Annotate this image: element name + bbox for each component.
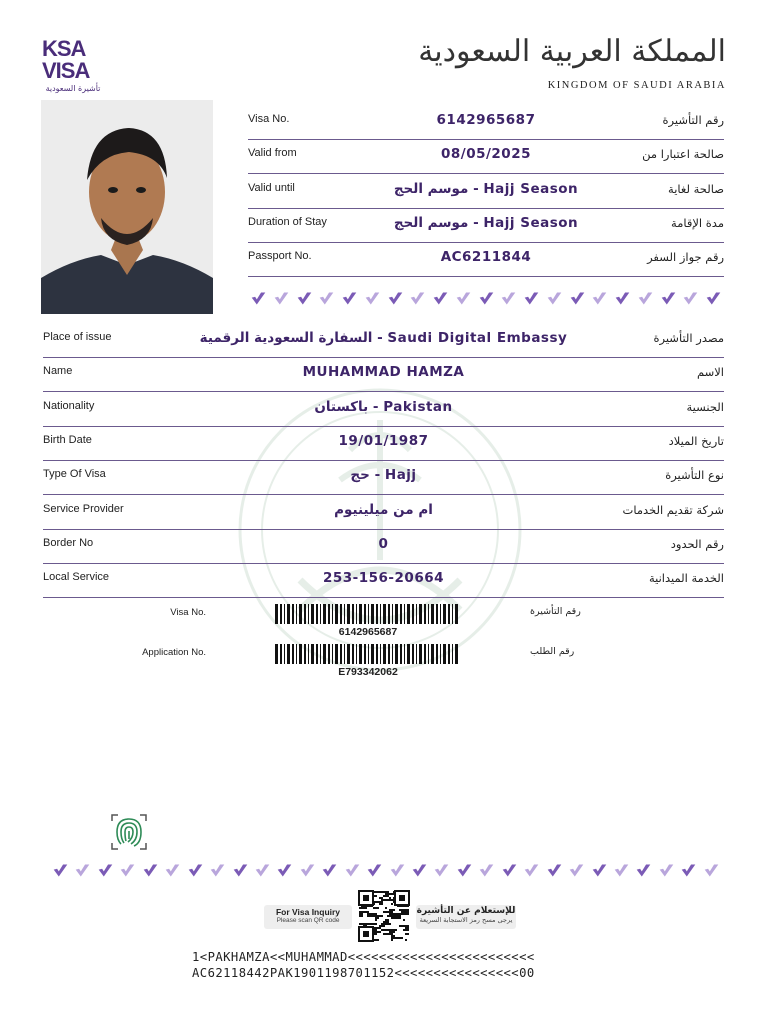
check-mark-icon xyxy=(680,862,697,879)
check-mark-icon xyxy=(569,290,586,307)
logo-text-ksa: KSA xyxy=(42,36,86,61)
field-row xyxy=(43,563,724,598)
field-row xyxy=(43,495,724,530)
check-mark-icon xyxy=(409,290,426,307)
field-value: 19/01/1987 xyxy=(338,432,429,449)
check-mark-icon xyxy=(478,862,495,879)
field-row xyxy=(248,242,724,277)
check-mark-icon xyxy=(232,862,249,879)
field-label-en: Name xyxy=(43,365,73,378)
field-label-ar: صالحة اعتبارا من xyxy=(642,147,724,162)
mrz-line-2: AC62118442PAK1901198701152<<<<<<<<<<<<<<<<00 xyxy=(192,966,535,980)
field-label-en: Valid from xyxy=(248,147,297,160)
check-mark-icon xyxy=(142,862,159,879)
field-value: باكستان - Pakistan xyxy=(314,398,453,415)
security-ticks-band xyxy=(250,290,722,307)
field-label-ar: نوع التأشيرة xyxy=(665,468,724,483)
check-mark-icon xyxy=(321,862,338,879)
barcode-application-number: E793342062 xyxy=(338,666,398,678)
field-row xyxy=(248,139,724,174)
check-mark-icon xyxy=(97,862,114,879)
field-label-ar: صالحة لغاية xyxy=(668,181,724,196)
field-row xyxy=(43,460,724,495)
check-mark-icon xyxy=(614,290,631,307)
check-mark-icon xyxy=(344,862,361,879)
barcode-visa-label-ar: رقم التأشيرة xyxy=(530,606,581,617)
check-mark-icon xyxy=(119,862,136,879)
check-mark-icon xyxy=(637,290,654,307)
check-mark-icon xyxy=(74,862,91,879)
field-label-ar: رقم التأشيرة xyxy=(662,113,724,127)
check-mark-icon xyxy=(250,290,267,307)
check-mark-icon xyxy=(432,290,449,307)
check-mark-icon xyxy=(254,862,271,879)
mrz-line-1: 1<PAKHAMZA<<MUHAMMAD<<<<<<<<<<<<<<<<<<<<<<<< xyxy=(192,950,535,964)
field-label-en: Valid until xyxy=(248,181,295,194)
logo-arabic-text: تأشيرة السعودية xyxy=(45,84,101,93)
field-label-en: Passport No. xyxy=(248,250,312,263)
check-mark-icon xyxy=(546,290,563,307)
barcode-visa-number: 6142965687 xyxy=(338,626,398,638)
check-mark-icon xyxy=(703,862,720,879)
check-mark-icon xyxy=(389,862,406,879)
inquiry-ar-subtitle: يرجى مسح رمز الاستجابة السريعة xyxy=(419,916,513,924)
check-mark-icon xyxy=(523,290,540,307)
check-mark-icon xyxy=(635,862,652,879)
field-row xyxy=(43,323,724,358)
visa-inquiry-ar xyxy=(416,905,516,929)
field-value: ام من ميلينيوم xyxy=(334,501,433,518)
check-mark-icon xyxy=(501,862,518,879)
check-mark-icon xyxy=(568,862,585,879)
check-mark-icon xyxy=(387,290,404,307)
field-row xyxy=(43,426,724,461)
field-row xyxy=(43,392,724,427)
barcode-visa-label-en: Visa No. xyxy=(170,607,206,618)
field-label-ar: رقم جواز السفر xyxy=(647,250,724,265)
check-mark-icon xyxy=(478,290,495,307)
check-mark-icon xyxy=(364,290,381,307)
field-row xyxy=(43,529,724,564)
check-mark-icon xyxy=(299,862,316,879)
field-row xyxy=(248,105,724,140)
check-mark-icon xyxy=(411,862,428,879)
field-value: حج - Hajj xyxy=(350,467,417,484)
field-value: MUHAMMAD HAMZA xyxy=(302,364,465,381)
field-label-ar: مدة الإقامة xyxy=(671,215,724,230)
field-label-en: Duration of Stay xyxy=(248,215,327,228)
field-label-en: Type Of Visa xyxy=(43,468,106,481)
field-label-ar: رقم الحدود xyxy=(670,536,724,551)
fingerprint-icon xyxy=(110,813,148,851)
field-label-en: Birth Date xyxy=(43,433,92,446)
field-label-en: Place of issue xyxy=(43,331,112,343)
kingdom-english-title: KINGDOM OF SAUDI ARABIA xyxy=(547,80,726,91)
check-mark-icon xyxy=(341,290,358,307)
field-value: موسم الحج - Hajj Season xyxy=(393,180,579,197)
check-mark-icon xyxy=(660,290,677,307)
check-mark-icon xyxy=(500,290,517,307)
logo-text-visa: VISA xyxy=(42,58,90,83)
field-label-en: Service Provider xyxy=(43,502,124,515)
field-label-en: Border No xyxy=(43,536,94,549)
barcode-application-label-en: Application No. xyxy=(142,647,206,658)
check-mark-icon xyxy=(52,862,69,879)
check-mark-icon xyxy=(456,862,473,879)
inquiry-en-subtitle: Please scan QR code xyxy=(276,917,340,924)
field-value: 0 xyxy=(378,535,389,552)
ksa-visa-logo xyxy=(42,38,112,93)
check-mark-icon xyxy=(276,862,293,879)
check-mark-icon xyxy=(164,862,181,879)
check-mark-icon xyxy=(273,290,290,307)
inquiry-en-title: For Visa Inquiry xyxy=(275,907,341,917)
field-label-ar: شركة تقديم الخدمات xyxy=(622,502,724,517)
check-mark-icon xyxy=(187,862,204,879)
field-label-ar: الاسم xyxy=(696,365,724,380)
visa-qr-code[interactable] xyxy=(356,888,412,944)
passport-photo xyxy=(41,100,213,314)
check-mark-icon xyxy=(433,862,450,879)
field-value: 253-156-20664 xyxy=(322,570,445,587)
visa-inquiry-en xyxy=(264,905,352,929)
check-mark-icon xyxy=(209,862,226,879)
field-label-en: Visa No. xyxy=(248,113,290,125)
check-mark-icon xyxy=(296,290,313,307)
field-label-ar: تاريخ الميلاد xyxy=(668,433,724,448)
field-value: موسم الحج - Hajj Season xyxy=(393,214,579,231)
check-mark-icon xyxy=(613,862,630,879)
check-mark-icon xyxy=(658,862,675,879)
check-mark-icon xyxy=(366,862,383,879)
check-mark-icon xyxy=(546,862,563,879)
check-mark-icon xyxy=(591,290,608,307)
field-label-ar: الجنسية xyxy=(686,399,724,414)
field-label-en: Local Service xyxy=(43,571,110,584)
barcode-application-label-ar: رقم الطلب xyxy=(530,646,575,657)
field-row xyxy=(248,208,724,243)
field-label-ar: الخدمة الميدانية xyxy=(648,571,724,586)
check-mark-icon xyxy=(318,290,335,307)
field-value: 08/05/2025 xyxy=(440,146,531,163)
check-mark-icon xyxy=(705,290,722,307)
security-ticks-band-bottom xyxy=(52,862,720,879)
application-number-barcode xyxy=(275,644,461,664)
inquiry-ar-title: للإستعلام عن التأشيرة xyxy=(416,906,516,916)
check-mark-icon xyxy=(523,862,540,879)
kingdom-arabic-title: المملكة العربية السعودية xyxy=(418,34,726,69)
field-label-ar: مصدر التأشيرة xyxy=(653,331,724,345)
field-label-en: Nationality xyxy=(43,399,95,412)
check-mark-icon xyxy=(455,290,472,307)
visa-number-barcode xyxy=(275,604,461,624)
field-row xyxy=(248,174,724,209)
field-value: السفارة السعودية الرقمية - Saudi Digital Embassy xyxy=(199,330,568,346)
check-mark-icon xyxy=(682,290,699,307)
check-mark-icon xyxy=(591,862,608,879)
field-row xyxy=(43,357,724,392)
field-value: 6142965687 xyxy=(436,112,536,128)
field-value: AC6211844 xyxy=(440,249,532,266)
